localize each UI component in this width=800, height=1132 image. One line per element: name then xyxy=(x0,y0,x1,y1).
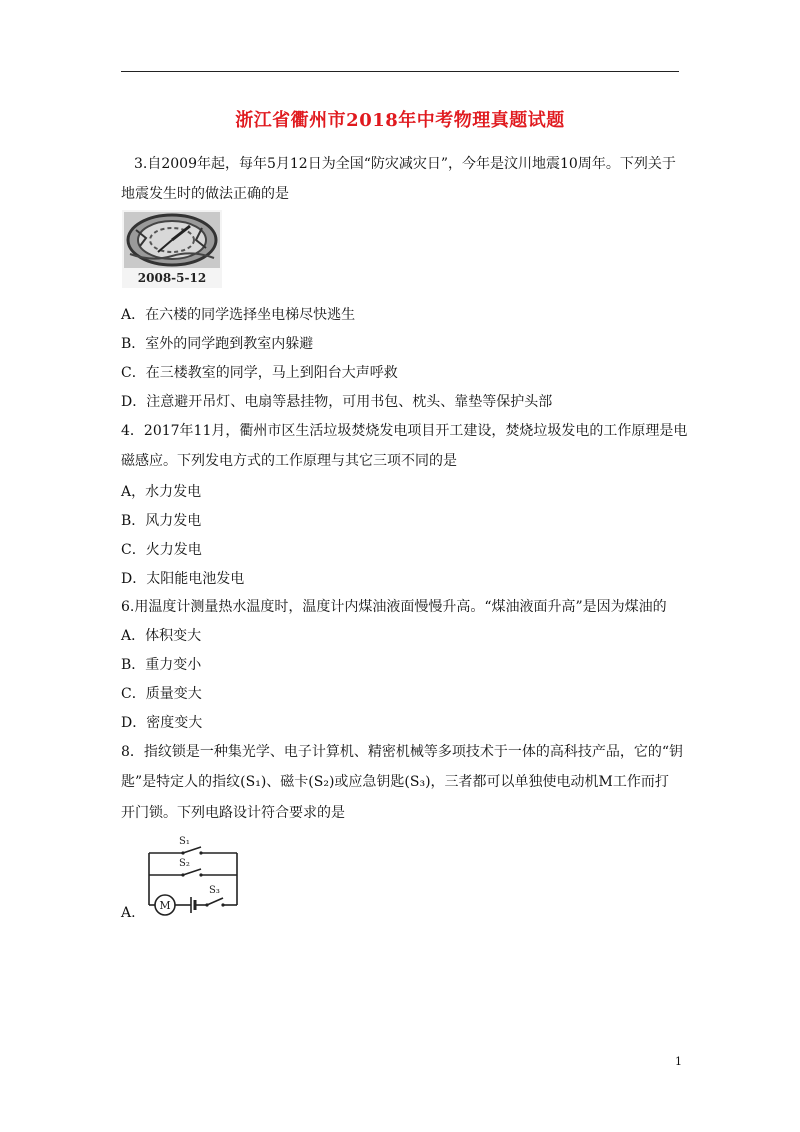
page-number: 1 xyxy=(675,1055,682,1068)
q8-option-a-label: A. xyxy=(121,905,136,921)
image-date-caption: 2008-5-12 xyxy=(137,271,207,285)
q4-stem-line2: 磁感应。下列发电方式的工作原理与其它三项不同的是 xyxy=(121,453,457,469)
q3-option-a: A．在六楼的同学选择坐电梯尽快逃生 xyxy=(121,307,356,323)
q3-option-c: C．在三楼教室的同学，马上到阳台大声呼救 xyxy=(121,365,398,381)
q6-option-c: C．质量变大 xyxy=(121,686,202,702)
motor-label: M xyxy=(159,899,171,912)
q4-option-a: A，水力发电 xyxy=(121,484,202,500)
page-title: 浙江省衢州市2018年中考物理真题试题 xyxy=(235,110,565,131)
switch-s1-label: S₁ xyxy=(179,836,190,847)
q3-stem-line1: 3.自2009年起，每年5月12日为全国“防灾减灾日”，今年是汶川地震10周年。下列关于 xyxy=(134,156,676,172)
header-rule xyxy=(121,71,679,72)
circuit-diagram-a xyxy=(145,833,257,917)
q6-option-a: A．体积变大 xyxy=(121,628,202,644)
switch-s3-label: S₃ xyxy=(209,885,220,896)
q6-option-b: B．重力变小 xyxy=(121,657,202,673)
q3-option-d: D．注意避开吊灯、电扇等悬挂物，可用书包、枕头、靠垫等保护头部 xyxy=(121,394,553,410)
q4-stem-line1: 4．2017年11月，衢州市区生活垃圾焚烧发电项目开工建设，焚烧垃圾发电的工作原理是电 xyxy=(121,423,688,439)
q4-option-d: D．太阳能电池发电 xyxy=(121,571,245,587)
q6-option-d: D．密度变大 xyxy=(121,715,203,731)
q4-option-c: C．火力发电 xyxy=(121,542,202,558)
q3-stem-line2: 地震发生时的做法正确的是 xyxy=(121,186,289,202)
q3-option-b: B．室外的同学跑到教室内躲避 xyxy=(121,336,314,352)
q8-stem-line1: 8．指纹锁是一种集光学、电子计算机、精密机械等多项技术于一体的高科技产品，它的“钥 xyxy=(121,744,684,760)
switch-s2-label: S₂ xyxy=(179,858,190,869)
q8-stem-line2: 匙”是特定人的指纹(S₁)、磁卡(S₂)或应急钥匙(S₃)，三者都可以单独使电动机M工作而打 xyxy=(121,774,669,790)
q6-stem-line1: 6.用温度计测量热水温度时，温度计内煤油液面慢慢升高。“煤油液面升高”是因为煤油的 xyxy=(121,599,667,615)
earthquake-clock-image xyxy=(122,210,222,288)
q4-option-b: B．风力发电 xyxy=(121,513,202,529)
q8-stem-line3: 开门锁。下列电路设计符合要求的是 xyxy=(121,805,345,821)
